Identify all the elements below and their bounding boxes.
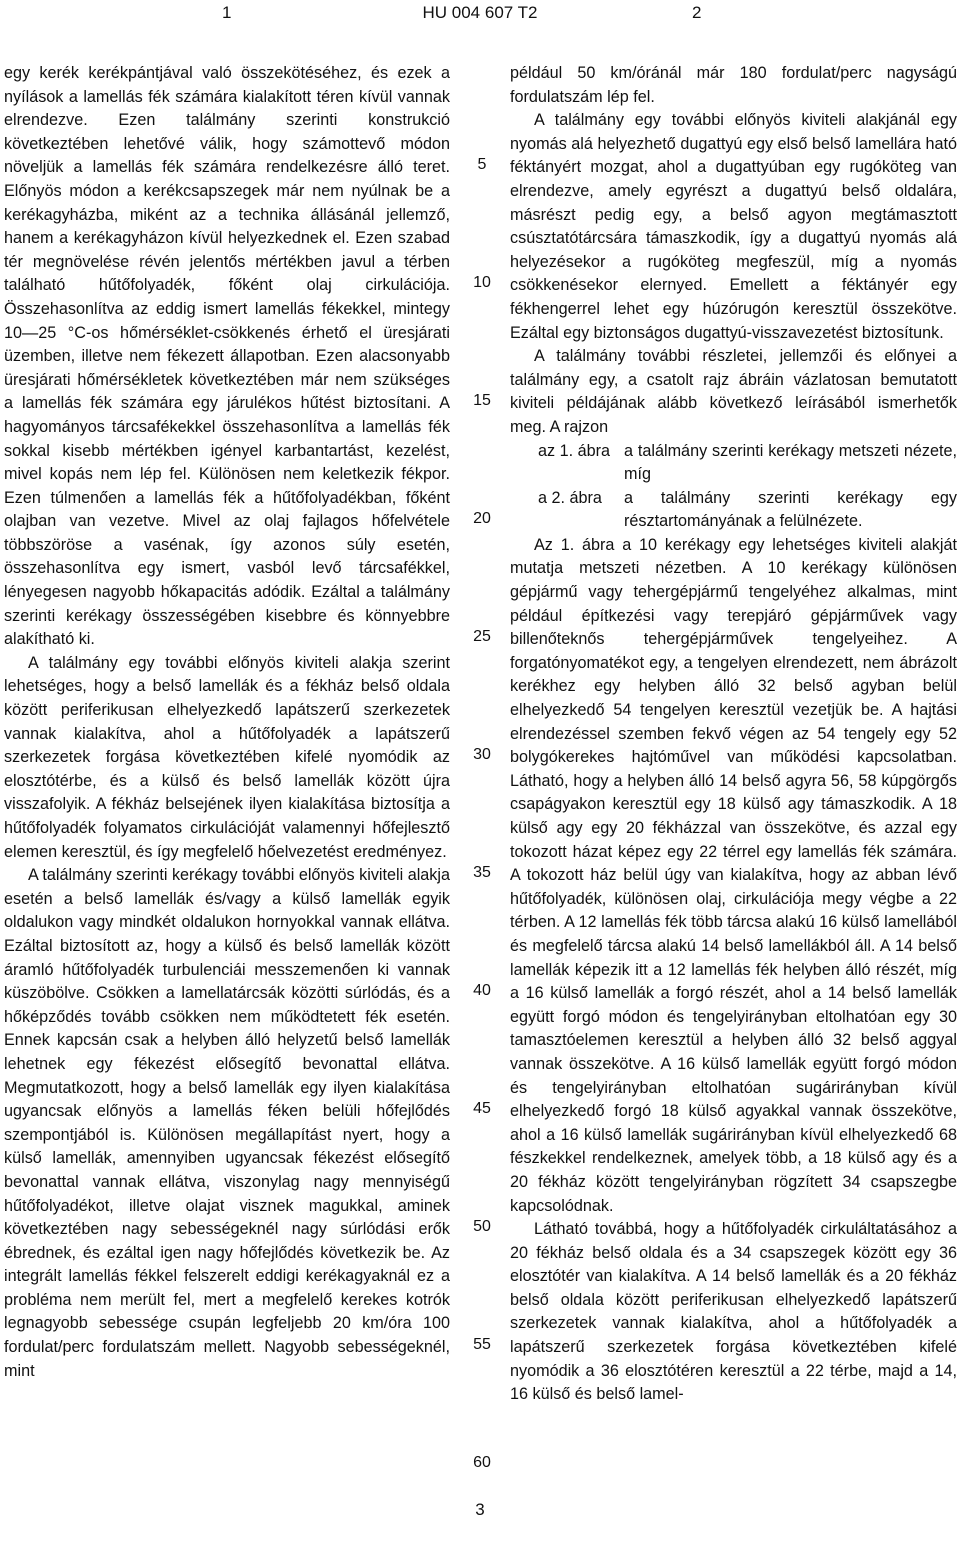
right-paragraph: Látható továbbá, hogy a hűtőfolyadék cirkuláltatásához a 20 fékház belső oldala és a 34 csapszegek között egy 36 elosztótér van kialakítva. A 14 belső lamellák és a 20 fékház belső oldala között periferikusan elhelyezkedő lapátszerű szerkezetek vannak kialakítva, ahol a hűtőfolyadék a lapátszerű szerkezetek forgása következtében kifelé nyomódik a 36 elosztótéren keresztül a 22 térbe, majd a 14, 16 külső és belső lamel- [510,1220,957,1404]
page-number: 3 [475,1500,485,1519]
page-header [0,0,960,30]
line-number: 25 [473,628,491,645]
left-paragraph: A találmány szerinti kerékagy további előnyös kiviteli alakja esetén a belső lamellák és/vagy a külső lamellák egyik oldalukon vagy mindkét oldalukon hornyokkal vannak ellátva. Ezáltal biztosított az, hogy a külső és belső lamellák között áramló hűtőfolyadék turbulenciái messzemenően ki vannak küszöbölve. Csökken a lamellatárcsák közötti súrlódás, és a hőképződés tovább csökken nem működtetett fék esetén. Ennek kapcsán csak a helyben álló helyzetű belső lamellák lehetnek egy fékezést elősegítő bevonattal ellátva. Megmutatkozott, hogy a belső lamellák egy ilyen kialakítása ugyancsak előnyös a lamellás féken belüli hőfejlődés szempontjából is. Különösen megállapítást nyert, hogy a külső lamellák, amennyiben ugyancsak fékezést elősegítő bevonattal vannak ellátva, viszonylag nagy mennyiségű hűtőfolyadékot, illetve olajat visznek magukkal, aminek következtében nagy sebességeknél nagy súrlódási erők ébrednek, és ezáltal igen nagy hőfejlődés következik be. Az integrált lamellás fékkel felszerelt eddigi kerékagyaknál ez a probléma nem merült fel, mert a megfelelő kerekes kotrók legnagyobb sebessége csupán legfeljebb 20 km/óra 100 fordulat/perc fordulatszám mellett. Nagyobb sebességeknél, mint [4,866,450,1380]
line-number: 35 [473,864,491,881]
left-column-number: 1 [222,3,232,22]
drawing-label: a 2. ábra [538,488,602,507]
line-number: 55 [473,1336,491,1353]
right-text-column [510,62,957,1407]
line-number: 15 [473,392,491,409]
right-paragraph: Az 1. ábra a 10 kerékagy egy lehetséges kiviteli alakját mutatja metszeti nézetben. A 10 kerékagy különösen gépjármű vagy tehergépjármű tengelyéhez alkalmas, mint például építkezési vagy terepjáró gépjárművek vagy billenőteknős tehergépjárművek tengelyeihez. A forgatónyomatékot egy, a tengelyen elrendezett, nem ábrázolt kerékhez egy helyben álló 32 belső agyban belül elhelyezkedő 54 tengelyen keresztül vezetjük be. A hajtási elrendezéssel szemben fekvő végen az 54 tengely egy 52 bolygókerekes hajtóművel van működési kapcsolatban. Látható, hogy a helyben álló 14 belső agyra 56, 58 kúpgörgős csapágyakon keresztül egy 18 külső agy támaszkodik. A 18 külső agy egy 20 fékházzal van összekötve, és azzal egy tokozott házat képez egy 22 térrel egy lamellás fék számára. A tokozott ház belül úgy van kialakítva, hogy az abban lévő hűtőfolyadék, különösen olaj, cirkulációja megy végbe a 22 térben. A 12 lamellás fék több tárcsa alakú 16 külső lamellából és megfelelő tárcsa alakú 14 belső lamellákból áll. A 14 belső lamellák képezik itt a 12 lamellás fék helyben álló részét, míg a 16 külső lamellák a forgó részét, ahol a 14 belső lamellák együtt forgó módon és tengelyirányban eltolhatóan egy 30 tamasztóelemen keresztül a helyben álló 32 belső aggyal vannak összekötve. A 16 külső lamellák együtt forgó módon és tengelyirányban eltolhatóan sugárirányban kívül elhelyezkedő forgó 18 külső agyakkal vannak összekötve, ahol a 16 külső lamellák sugárirányban kívül elhelyezkedő 68 fészkekkel rendelkeznek, amelyek több, a 18 külső agy és a 20 fékház között tengelyirányban rögzített 34 csapszegbe kapcsolódnak. [510,535,957,1215]
left-paragraph: A találmány egy további előnyös kiviteli alakja szerint lehetséges, hogy a belső lamellák és a fékház belső oldala között periferikusan elhelyezkedő lapátszerű szerkezetek vannak kialakítva, ahol a hűtőfolyadék a lapátszerű szerkezetek forgása következtében kifelé nyomódik az elosztótérbe, és a külső és belső lamellák között újra visszafolyik. A fékház belsejének ilyen kialakítása biztosítja a hűtőfolyadék folyamatos cirkulációját valamennyi hőfejlesztő elemen keresztül, és így megfelelő hőelvezetést eredményez. [4,653,450,861]
right-paragraph: A találmány további részletei, jellemzői és előnyei a találmány egy, a csatolt rajz ábráin vázlatosan bemutatott kiviteli példájának alább következő leírásából ismerhetők meg. A rajzon [510,347,957,436]
drawing-description: a találmány szerinti kerékagy metszeti nézete, míg [624,441,957,484]
drawing-description: a találmány szerinti kerékagy egy résztartományának a felülnézete. [624,488,957,531]
drawing-list-item [510,440,957,487]
right-paragraph: például 50 km/óránál már 180 fordulat/perc nagyságú fordulatszám lép fel. [510,64,957,106]
right-column-number: 2 [692,3,702,22]
right-paragraph: A találmány egy további előnyös kiviteli alakjánál egy nyomás alá helyezhető dugattyú egy első belső lamellára ható féktányért mozgat, ahol a dugattyúban egy rugóköteg van elrendezve, amely egyrészt a dugattyú belső oldalára, másrészt pedig egy, a belső agyon megtámasztott csúsztatótárcsára támaszkodik, így a dugattyú nyomás alá helyezésekor a rugóköteg megfeszül, míg a nyomás csökkenésekor elernyed. Emellett a féktányér egy fékhengerrel lehet egy húzórugón keresztül összekötve. Ezáltal egy biztonságos dugattyú-visszavezetést biztosítunk. [510,111,957,342]
line-number: 60 [473,1454,491,1471]
drawing-list-item [510,487,957,534]
line-number: 45 [473,1100,491,1117]
line-number: 20 [473,510,491,527]
left-paragraph: egy kerék kerékpántjával való összekötéséhez, és ezek a nyílások a lamellás fék számára kialakított téren kívül vannak elrendezve. Ezen találmány szerinti konstrukció következtében lehetővé válik, hogy számottevő módon növeljük a lamellás fék számára rendelkezésre álló teret. Előnyös módon a kerékcsapszegek már nem nyúlnak be a kerékagyházba, miként az a technika állásánál jellemző, hanem a kerékagyházon kívül helyezkednek el. Ezen szabad tér megnövelése révén jelentős mértékben javul a térben található hűtőfolyadék, főként olaj cirkulációja. Összehasonlítva az eddig ismert lamellás fékekkel, mintegy 10—25 °C-os hőmérséklet-csökkenés érhető el üresjárati üzemben, illetve nem fékezett állapotban. Ezen alacsonyabb üresjárati hőmérsékletek következtében már nem szükséges a lamellás fék számára egy járulékos hűtést biztosítani. A hagyományos tárcsafékekkel összehasonlítva a lamellás fék sokkal kisebb mértékben igényel karbantartást, kezelést, mivel kopás nem lép fel. Különösen nem keletkezik fékpor. Ezen túlmenően a lamellás fék a hűtőfolyadékban, főként olajban van vezetve. Mivel az olaj fajlagos hőfelvétele többszöröse a vasénak, így azonos súly esetén, összehasonlítva egy ismert, vasból levő tárcsafékkel, lényegesen nagyobb hőkapacitás adódik. Ezáltal a találmány szerinti kerékagy összességében kisebbre és könnyebbre alakítható ki. [4,64,450,649]
line-number: 30 [473,746,491,763]
line-number: 40 [473,982,491,999]
drawing-list [510,440,957,534]
left-text-column [4,62,450,1383]
drawing-label: az 1. ábra [538,441,610,460]
line-number: 5 [477,156,487,173]
line-number: 50 [473,1218,491,1235]
document-number: HU 004 607 T2 [422,3,538,22]
line-number: 10 [473,274,491,291]
